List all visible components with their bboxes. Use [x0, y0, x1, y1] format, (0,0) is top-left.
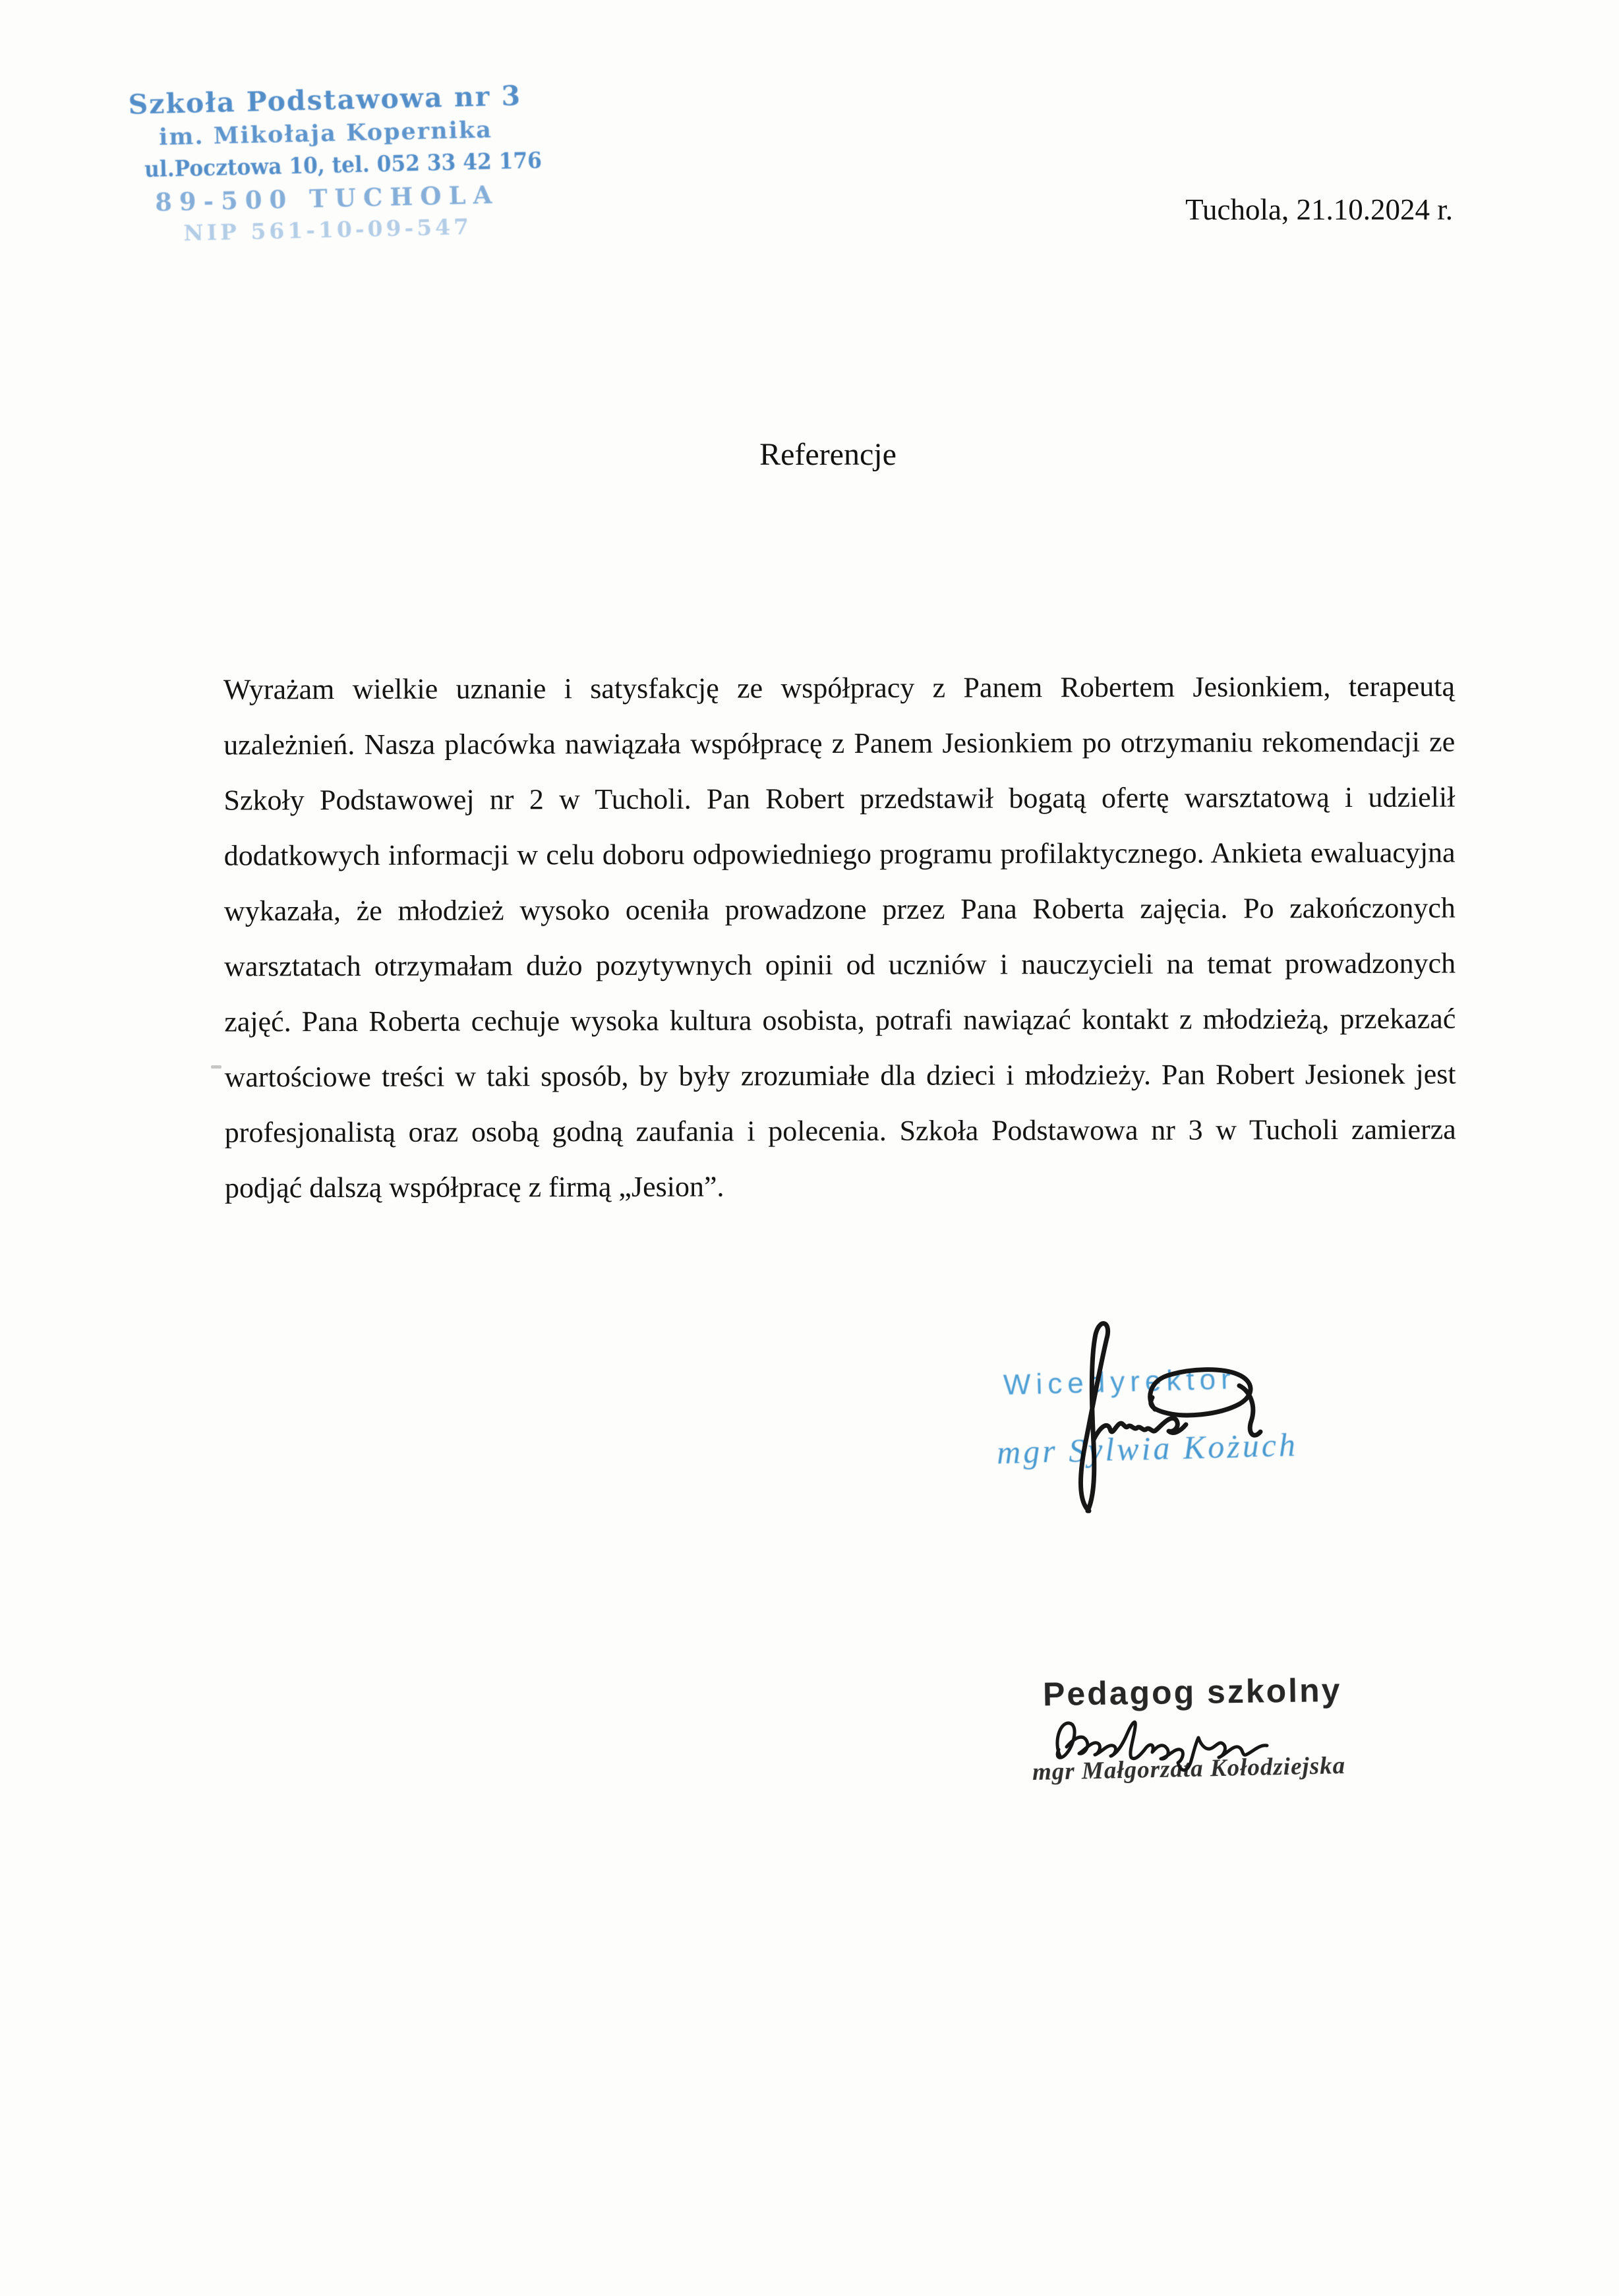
- stamp-line-address: ul.Pocztowa 10, tel. 052 33 42 176: [144, 147, 543, 183]
- stamp-line-school-name: Szkoła Podstawowa nr 3: [128, 80, 522, 121]
- pedagog-role-stamp: Pedagog szkolny: [1042, 1671, 1342, 1713]
- dateline: Tuchola, 21.10.2024 r.: [1185, 193, 1453, 226]
- vice-principal-name-stamp: mgr Sylwia Kożuch: [996, 1426, 1299, 1471]
- stamp-line-nip: NIP 561-10-09-547: [183, 214, 473, 246]
- vice-principal-role-stamp: Wicedyrektor: [1003, 1363, 1237, 1401]
- vice-principal-handwritten-signature: [1063, 1313, 1267, 1524]
- pedagog-name-stamp: mgr Małgorzata Kołodziejska: [1032, 1752, 1346, 1786]
- stamp-line-city: 89-500 TUCHOLA: [154, 180, 500, 217]
- body-paragraph: Wyrażam wielkie uznanie i satysfakcję ze współpracy z Panem Robertem Jesionkiem, terapeutą uzależnień. Nasza placówka nawiązała współpracę z Panem Jesionkiem po otrzymaniu rekomendacji ze Szkoły Podstawowej nr 2 w Tucholi. Pan Robert przedstawił bogatą ofertę warsztatową i udzielił dodatkowych informacji w celu doboru odpowiedniego programu profilaktycznego. Ankieta ewaluacyjna wykazała, że młodzież wysoko oceniła prowadzone przez Pana Roberta zajęcia. Po zakończonych warsztatach otrzymałam dużo pozytywnych opinii od uczniów i nauczycieli na temat prowadzonych zajęć. Pana Roberta cechuje wysoka kultura osobista, potrafi nawiązać kontakt z młodzieżą, przekazać wartościowe treści w taki sposób, by były zrozumiałe dla dzieci i młodzieży. Pan Robert Jesionek jest profesjonalistą oraz osobą godną zaufania i polecenia. Szkoła Podstawowa nr 3 w Tucholi zamierza podjąć dalszą współpracę z firmą „Jesion”.: [223, 670, 1456, 1204]
- scan-artifact: [211, 1065, 221, 1069]
- stamp-line-patron: im. Mikołaja Kopernika: [158, 116, 493, 151]
- school-header-stamp: [127, 80, 543, 247]
- page-title: Referencje: [759, 437, 897, 472]
